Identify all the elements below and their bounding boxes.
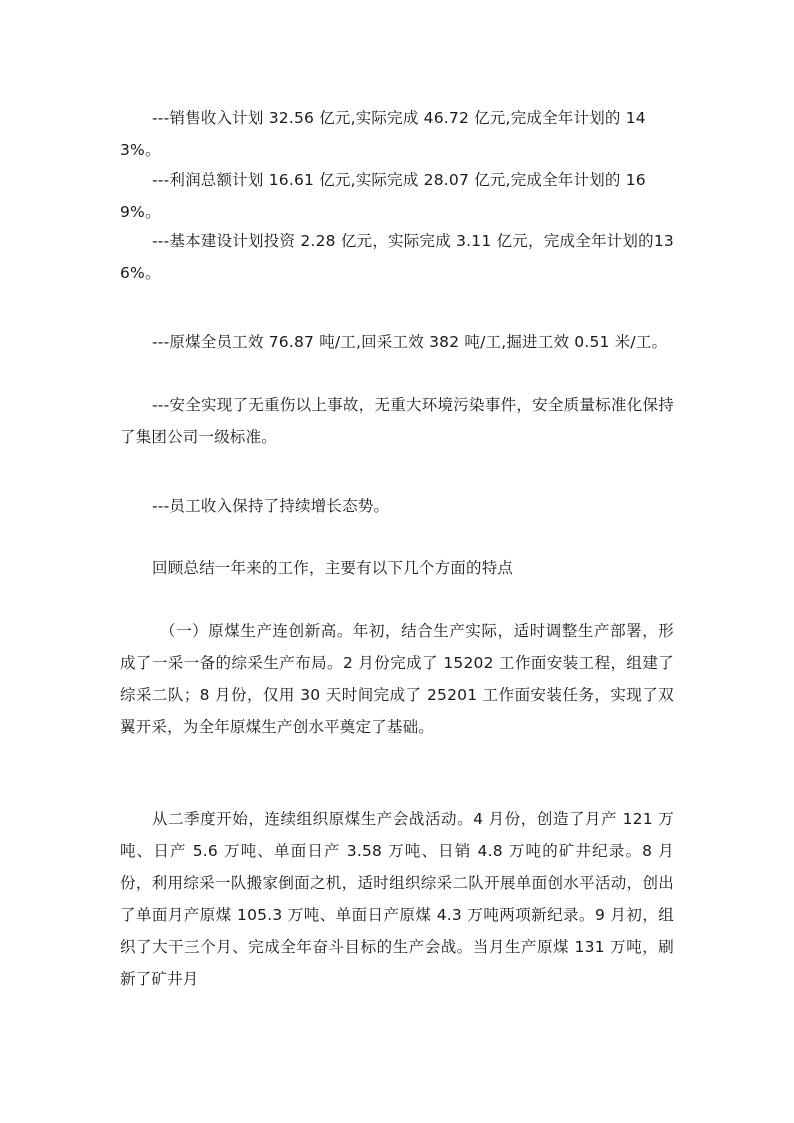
paragraph-sales-revenue: ---销售收入计划 32.56 亿元,实际完成 46.72 亿元,完成全年计划的 143%。 bbox=[120, 109, 646, 159]
paragraph-review-summary: 回顾总结一年来的工作，主要有以下几个方面的特点 bbox=[152, 559, 514, 577]
paragraph-production-campaign: 从二季度开始，连续组织原煤生产会战活动。4 月份，创造了月产 121 万吨、日产 5.6 万吨、单面日产 3.58 万吨、日销 4.8 万吨的矿井纪录。8 月份，利用综采一队搬家倒面之机，适时组织综采二队开展单面创水平活动，创出了单面月产原煤 105.3 万吨、单面日产原煤 4.3 万吨两项新纪录。9 月初，组织了大干三个月、完成全年奋斗目标的生产会战。当月生产原煤 131 万吨，刷新了矿井月 bbox=[120, 810, 674, 988]
paragraph-coal-production-records: （一）原煤生产连创新高。年初，结合生产实际，适时调整生产部署，形成了一采一备的综采生产布局。2 月份完成了 15202 工作面安装工程，组建了综采二队；8 月份，仅用 30 天时间完成了 25201 工作面安装任务，实现了双翼开采，为全年原煤生产创水平奠定了基础。 bbox=[120, 622, 674, 736]
paragraph-employee-income: ---员工收入保持了持续增长态势。 bbox=[152, 497, 390, 515]
paragraph-labor-efficiency: ---原煤全员工效 76.87 吨/工,回采工效 382 吨/工,掘进工效 0.51 米/工。 bbox=[152, 333, 668, 351]
paragraph-total-profit: ---利润总额计划 16.61 亿元,实际完成 28.07 亿元,完成全年计划的 169%。 bbox=[120, 171, 646, 221]
paragraph-capital-investment: ---基本建设计划投资 2.28 亿元，实际完成 3.11 亿元，完成全年计划的136%。 bbox=[120, 232, 674, 282]
paragraph-safety: ---安全实现了无重伤以上事故，无重大环境污染事件，安全质量标准化保持了集团公司一级标准。 bbox=[120, 396, 674, 446]
